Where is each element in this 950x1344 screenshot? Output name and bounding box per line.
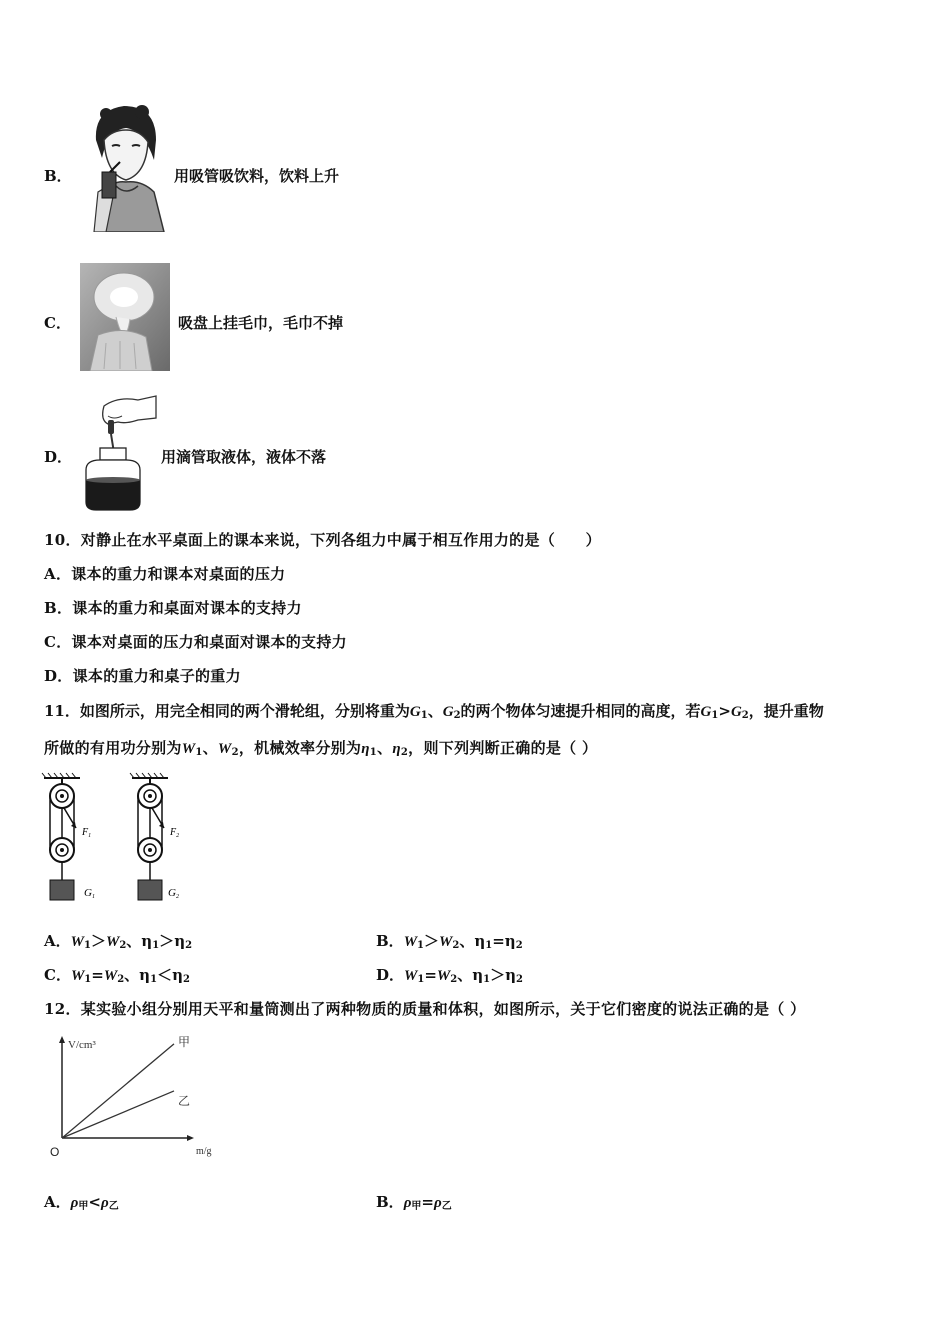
girl-drinking-straw-icon (84, 100, 174, 232)
x-axis-label: m/g (196, 1146, 212, 1157)
label-f2: $F_2$ (170, 827, 180, 839)
question-10-option-d: D．课本的重力和桌子的重力 (44, 667, 241, 685)
pulley-systems-figure (40, 772, 200, 906)
question-11-option-d: D．$W_1=W_2$、$\eta_1>\eta_2$ (376, 966, 523, 985)
line-yi (62, 1091, 174, 1138)
option-b-letter: B． (44, 167, 72, 185)
question-11-option-a: A．$W_1>W_2$、$\eta_1>\eta_2$ (44, 932, 193, 951)
question-10-stem: 10．对静止在水平桌面上的课本来说，下列各组力中属于相互作用力的是（ ） (44, 531, 601, 549)
y-axis-label: V/cm³ (68, 1039, 96, 1051)
option-c-text: 吸盘上挂毛巾，毛巾不掉 (178, 314, 344, 332)
option-c-letter: C． (44, 314, 71, 332)
question-12-stem: 12．某实验小组分别用天平和量筒测出了两种物质的质量和体积，如图所示，关于它们密度的说法正确的是（ ） (44, 1000, 806, 1018)
question-10-option-c: C．课本对桌面的压力和桌面对课本的支持力 (44, 633, 347, 651)
pulley-system-2 (130, 773, 168, 900)
label-g1: G1 (84, 887, 95, 900)
origin-label: O (50, 1145, 60, 1159)
line-jia-label: 甲 (178, 1034, 191, 1049)
question-10-option-a: A．课本的重力和课本对桌面的压力 (44, 565, 286, 583)
line-yi-label: 乙 (178, 1093, 191, 1108)
option-d-letter: D． (44, 448, 73, 466)
question-12-option-a: A．$\rho_甲<\rho_乙$ (44, 1193, 119, 1212)
question-10-option-b: B．课本的重力和桌面对课本的支持力 (44, 599, 302, 617)
suction-cup-towel-icon (80, 263, 170, 371)
question-11-stem-line2: 所做的有用功分别为$W_1$、$W_2$，机械效率分别为$\eta_1$、$\eta_2$，则下列判断正确的是（ ） (44, 739, 598, 758)
line-jia (62, 1044, 174, 1138)
label-g2: G2 (168, 887, 179, 900)
option-d-text: 用滴管取液体，液体不落 (161, 448, 327, 466)
dropper-bottle-icon (78, 394, 158, 512)
question-11-option-b: B．$W_1>W_2$、$\eta_1=\eta_2$ (376, 932, 523, 951)
label-f1: $F_1$ (82, 827, 92, 839)
question-12-option-b: B．$\rho_甲=\rho_乙$ (376, 1193, 452, 1212)
question-11-option-c: C．$W_1=W_2$、$\eta_1<\eta_2$ (44, 966, 190, 985)
question-11-stem-line1: 11．如图所示，用完全相同的两个滑轮组，分别将重为$G_1$、$G_2$的两个物体匀速提升相同的高度，若$G_1>G_2$，提升重物 (44, 702, 824, 721)
option-b-text: 用吸管吸饮料，饮料上升 (174, 167, 340, 185)
pulley-system-1 (42, 773, 80, 900)
density-graph (44, 1032, 230, 1164)
